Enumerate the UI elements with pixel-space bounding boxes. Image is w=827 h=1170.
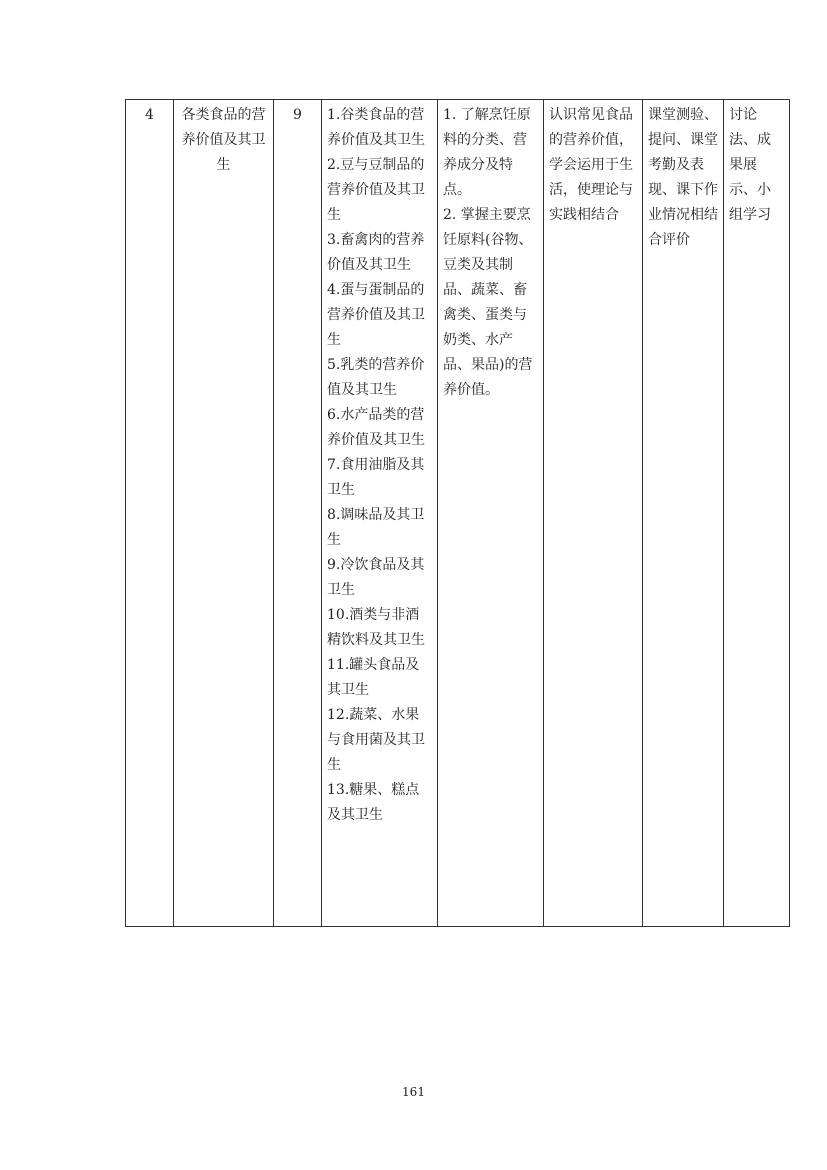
content-item: 4.蛋与蛋制品的营养价值及其卫生: [327, 282, 425, 348]
content-cell: [322, 100, 438, 927]
goals-cell: [438, 100, 544, 927]
method-cell: 讨论法、成果展示、小组学习: [724, 100, 790, 927]
chapter-title-cell: 各类食品的营养价值及其卫生: [174, 100, 274, 927]
content-item: 10.酒类与非酒精饮料及其卫生: [327, 607, 425, 648]
row-index-cell: 4: [126, 100, 174, 927]
content-item: 1.谷类食品的营养价值及其卫生: [327, 107, 425, 148]
assessment-cell: 课堂测验、提问、课堂考勤及表现、课下作业情况相结合评价: [643, 100, 724, 927]
content-item: 9.冷饮食品及其卫生: [327, 557, 425, 598]
goal-item: 1. 了解烹饪原料的分类、营养成分及特点。: [443, 107, 531, 198]
ability-cell: 认识常见食品的营养价值，学会运用于生活，使理论与实践相结合: [544, 100, 643, 927]
goal-item: 2. 掌握主要烹饪原料(谷物、豆类及其制品、蔬菜、畜禽类、蛋类与奶类、水产品、果品)的营养价值。: [443, 207, 533, 398]
syllabus-table: [125, 99, 790, 927]
content-item: 8.调味品及其卫生: [327, 507, 425, 548]
content-item: 2.豆与豆制品的营养价值及其卫生: [327, 157, 425, 223]
content-item: 7.食用油脂及其卫生: [327, 457, 425, 498]
content-item: 11.罐头食品及其卫生: [327, 657, 420, 698]
content-item: 3.畜禽肉的营养价值及其卫生: [327, 232, 425, 273]
content-item: 6.水产品类的营养价值及其卫生: [327, 407, 425, 448]
content-item: 12.蔬菜、水果与食用菌及其卫生: [327, 707, 425, 773]
content-item: 5.乳类的营养价值及其卫生: [327, 357, 425, 398]
content-item: 13.糖果、糕点及其卫生: [327, 782, 420, 823]
hours-cell: 9: [274, 100, 322, 927]
page-number: 161: [402, 1085, 425, 1099]
table-row: [126, 100, 790, 927]
